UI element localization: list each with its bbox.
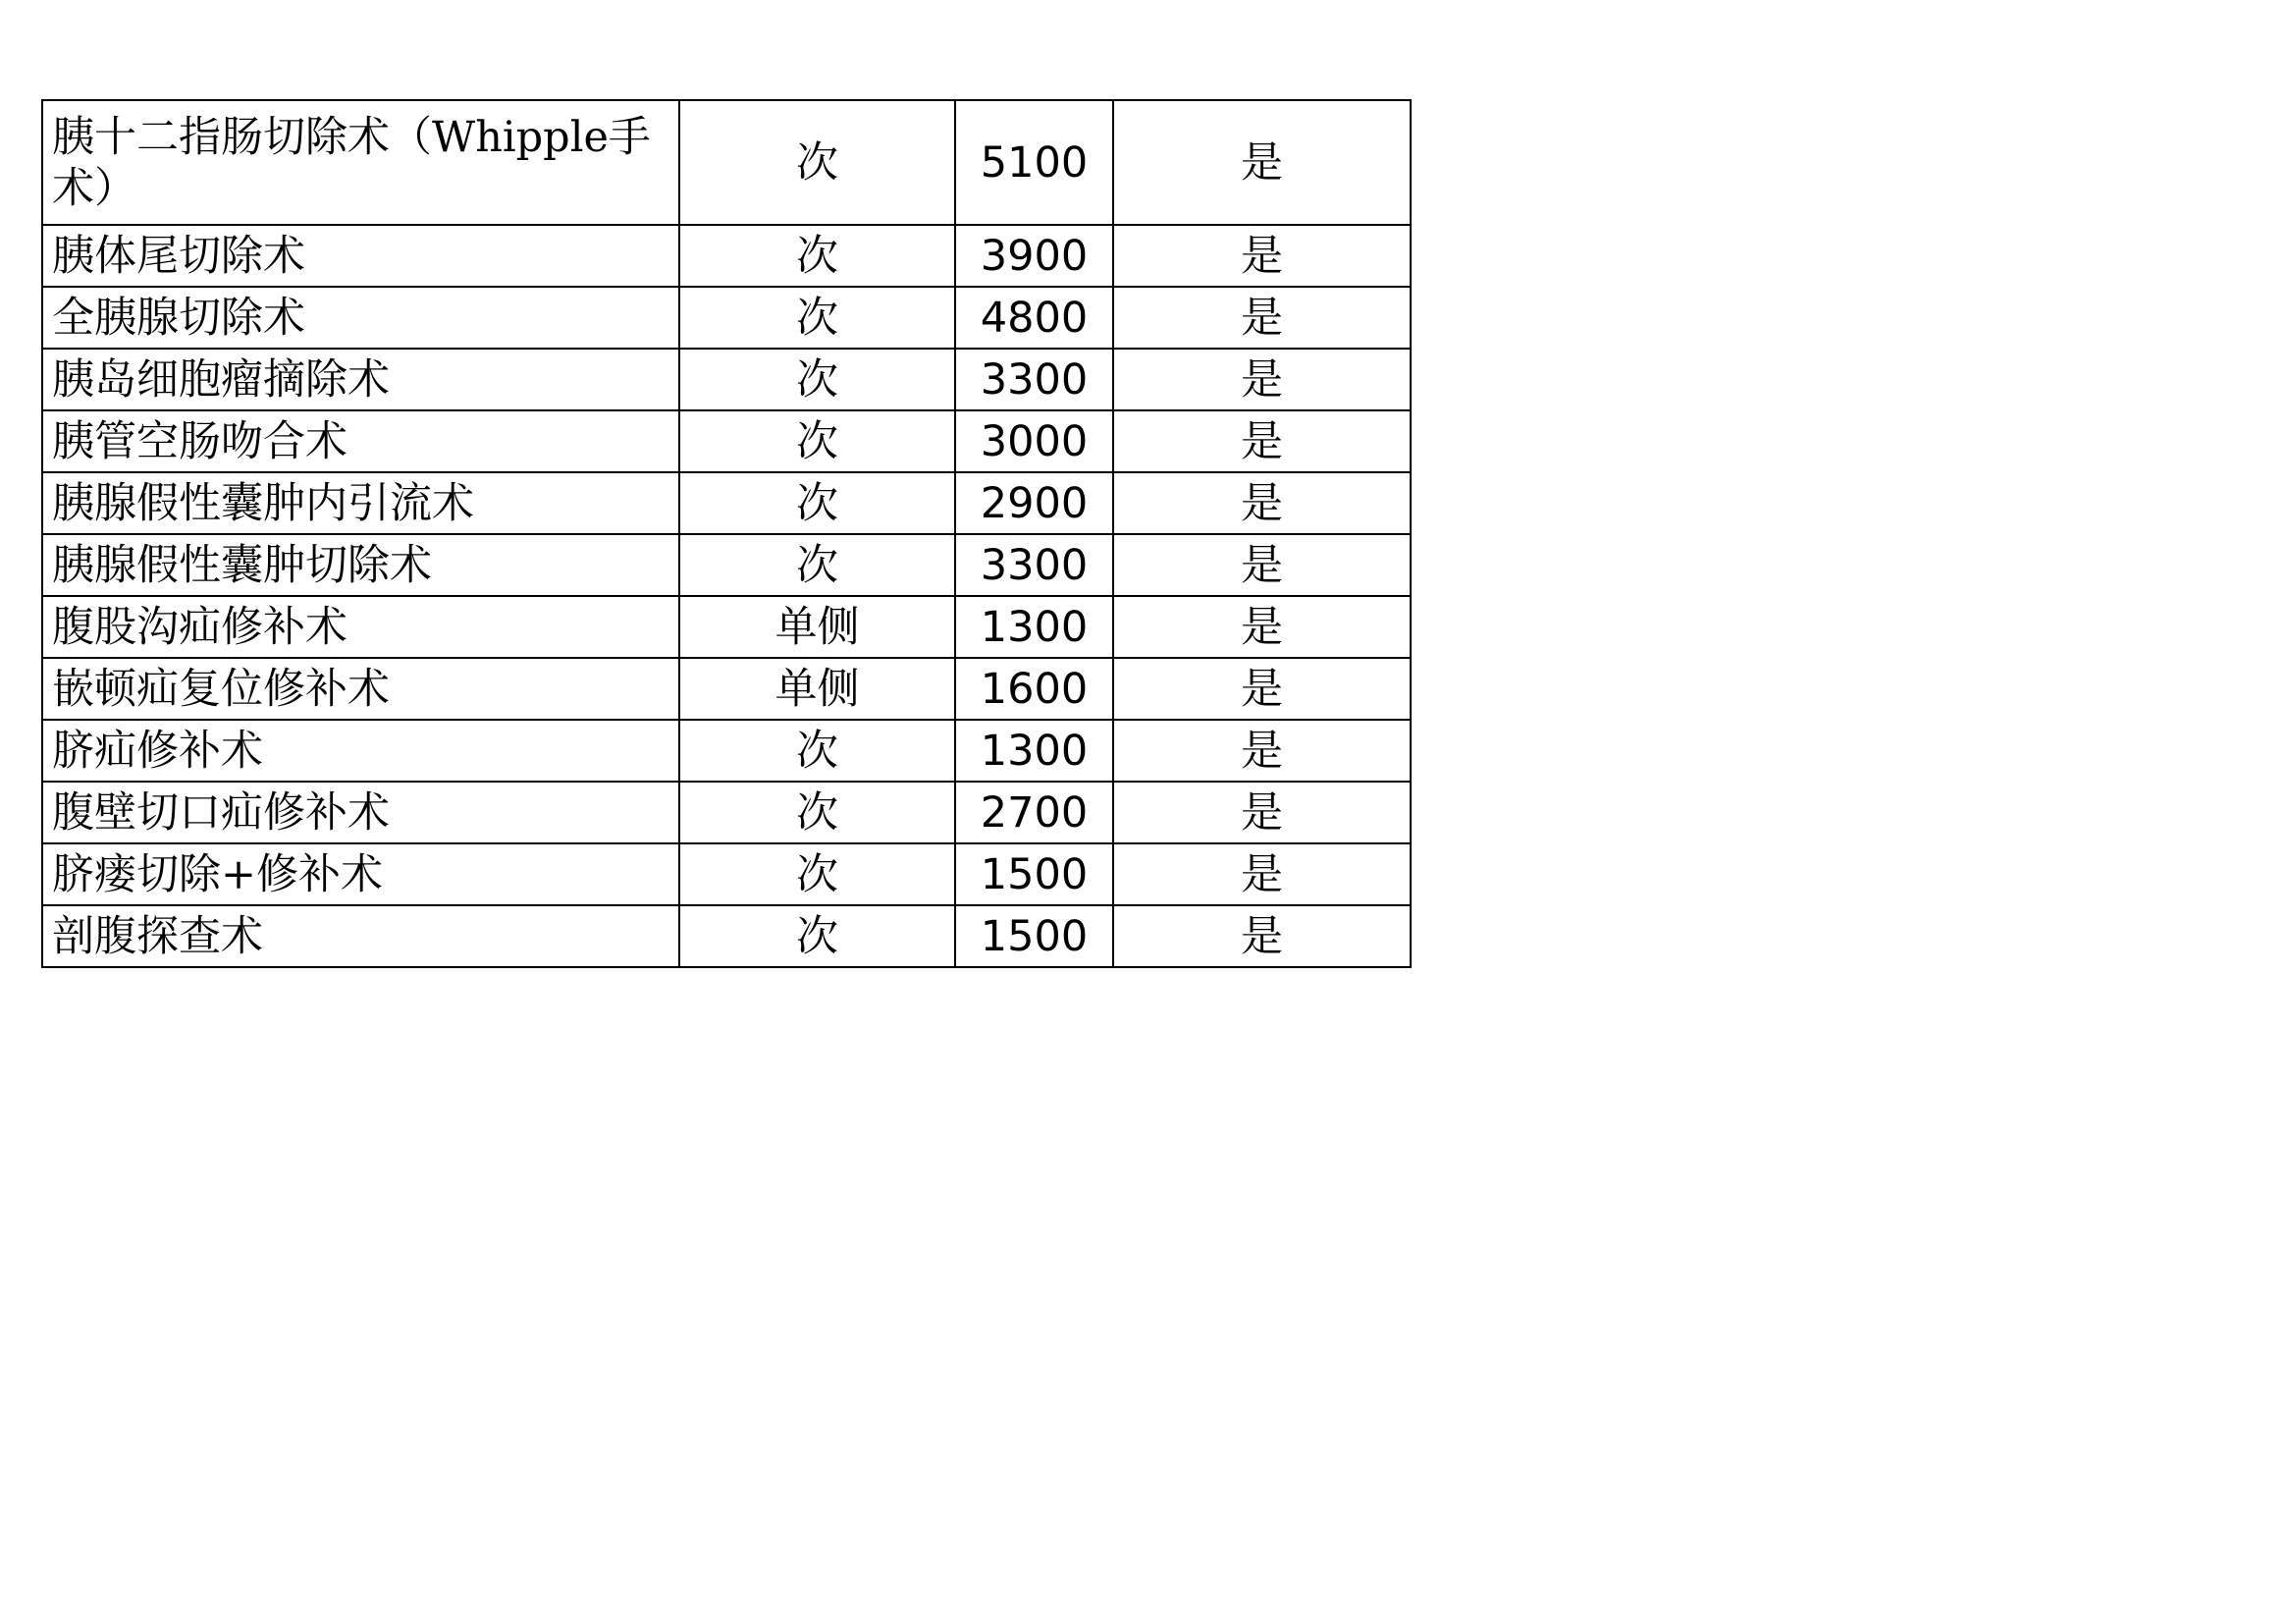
table-row — [42, 410, 1411, 472]
table-row — [42, 596, 1411, 658]
procedure-flag: 是 — [1113, 472, 1411, 534]
procedure-price: 1300 — [955, 720, 1113, 782]
procedure-flag: 是 — [1113, 287, 1411, 349]
procedure-name: 胰管空肠吻合术 — [42, 410, 679, 472]
table-row — [42, 658, 1411, 720]
procedure-name: 全胰腺切除术 — [42, 287, 679, 349]
table-row — [42, 472, 1411, 534]
table-row — [42, 534, 1411, 596]
procedure-price: 3300 — [955, 534, 1113, 596]
procedure-unit: 次 — [679, 287, 955, 349]
procedure-unit: 次 — [679, 782, 955, 843]
procedure-flag: 是 — [1113, 658, 1411, 720]
table-row — [42, 100, 1411, 225]
procedure-name: 腹股沟疝修补术 — [42, 596, 679, 658]
procedure-price: 3300 — [955, 349, 1113, 410]
procedure-price: 2900 — [955, 472, 1113, 534]
procedure-flag: 是 — [1113, 720, 1411, 782]
procedure-table — [41, 99, 1412, 968]
procedure-flag: 是 — [1113, 596, 1411, 658]
procedure-name: 脐疝修补术 — [42, 720, 679, 782]
procedure-flag: 是 — [1113, 782, 1411, 843]
procedure-unit: 次 — [679, 905, 955, 967]
procedure-unit: 次 — [679, 349, 955, 410]
table-row — [42, 225, 1411, 287]
table-row — [42, 843, 1411, 905]
procedure-unit: 次 — [679, 100, 955, 225]
procedure-unit: 次 — [679, 225, 955, 287]
procedure-unit: 次 — [679, 843, 955, 905]
procedure-price: 4800 — [955, 287, 1113, 349]
table-row — [42, 349, 1411, 410]
table-row — [42, 720, 1411, 782]
procedure-name: 腹壁切口疝修补术 — [42, 782, 679, 843]
procedure-flag: 是 — [1113, 100, 1411, 225]
procedure-price: 1300 — [955, 596, 1113, 658]
procedure-name: 胰腺假性囊肿内引流术 — [42, 472, 679, 534]
procedure-name: 胰腺假性囊肿切除术 — [42, 534, 679, 596]
procedure-unit: 次 — [679, 472, 955, 534]
table-row — [42, 905, 1411, 967]
procedure-flag: 是 — [1113, 843, 1411, 905]
procedure-name: 胰体尾切除术 — [42, 225, 679, 287]
procedure-flag: 是 — [1113, 410, 1411, 472]
procedure-name: 脐瘘切除+修补术 — [42, 843, 679, 905]
table-row — [42, 782, 1411, 843]
procedure-flag: 是 — [1113, 534, 1411, 596]
procedure-price: 1500 — [955, 905, 1113, 967]
procedure-name: 剖腹探查术 — [42, 905, 679, 967]
procedure-unit: 单侧 — [679, 658, 955, 720]
procedure-unit: 次 — [679, 534, 955, 596]
procedure-flag: 是 — [1113, 225, 1411, 287]
procedure-name: 胰岛细胞瘤摘除术 — [42, 349, 679, 410]
procedure-price: 5100 — [955, 100, 1113, 225]
table-row — [42, 287, 1411, 349]
procedure-price: 2700 — [955, 782, 1113, 843]
procedure-unit: 次 — [679, 720, 955, 782]
procedure-unit: 次 — [679, 410, 955, 472]
procedure-price: 3900 — [955, 225, 1113, 287]
procedure-unit: 单侧 — [679, 596, 955, 658]
procedure-name: 胰十二指肠切除术（Whipple手术） — [42, 100, 679, 225]
procedure-price: 1600 — [955, 658, 1113, 720]
procedure-price: 1500 — [955, 843, 1113, 905]
procedure-flag: 是 — [1113, 905, 1411, 967]
procedure-price: 3000 — [955, 410, 1113, 472]
procedure-name: 嵌顿疝复位修补术 — [42, 658, 679, 720]
procedure-flag: 是 — [1113, 349, 1411, 410]
